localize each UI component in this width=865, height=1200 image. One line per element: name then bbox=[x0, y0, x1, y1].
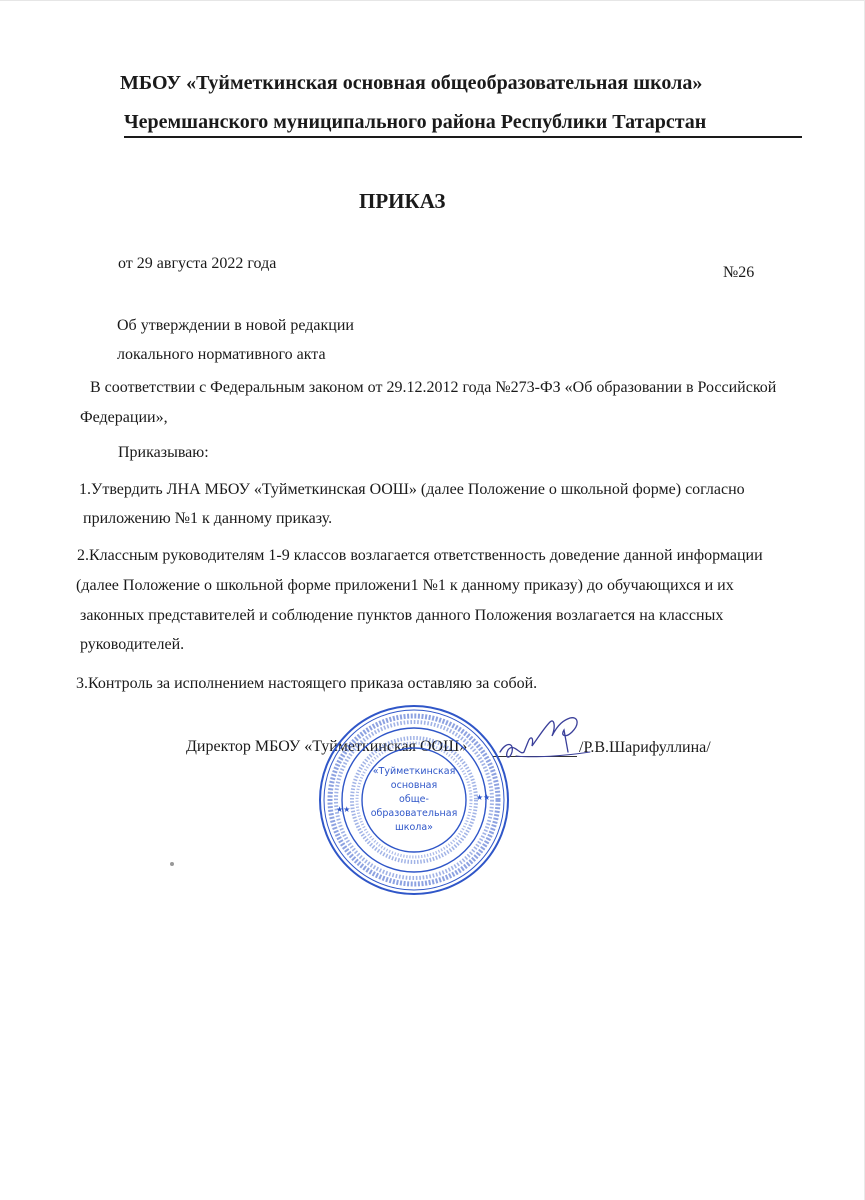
paper-speck bbox=[170, 862, 174, 866]
item-2-line-2: (далее Положение о школьной форме приложени1 №1 к данному приказу) до обучающихся и их bbox=[76, 577, 734, 594]
item-2-line-3: законных представителей и соблюдение пунктов данного Положения возлагается на классных bbox=[80, 607, 724, 624]
stamp-text-2: основная bbox=[390, 780, 438, 791]
item-1-line-2: приложению №1 к данному приказу. bbox=[83, 510, 333, 527]
order-word: Приказываю: bbox=[118, 444, 209, 461]
svg-text:★★: ★★ bbox=[336, 805, 351, 814]
stamp-text-3: обще- bbox=[399, 794, 429, 805]
director-name: /Р.В.Шарифуллина/ bbox=[579, 739, 711, 756]
item-1-line-1: 1.Утвердить ЛНА МБОУ «Туйметкинская ООШ» (далее Положение о школьной форме) согласно bbox=[79, 481, 745, 498]
stamp-text-5: школа» bbox=[395, 822, 433, 833]
item-2-line-1: 2.Классным руководителям 1-9 классов возлагается ответственность доведение данной информации bbox=[77, 547, 763, 564]
svg-text:★★: ★★ bbox=[476, 793, 491, 802]
order-number: №26 bbox=[723, 264, 755, 281]
item-2-line-4: руководителей. bbox=[80, 636, 185, 653]
item-3-line-1: 3.Контроль за исполнением настоящего приказа оставляю за собой. bbox=[76, 675, 538, 692]
subject-line-1: Об утверждении в новой редакции bbox=[117, 317, 354, 334]
preamble-line-2: Федерации», bbox=[80, 409, 168, 426]
subject-line-2: локального нормативного акта bbox=[117, 346, 326, 363]
order-date: от 29 августа 2022 года bbox=[118, 255, 277, 272]
stamp-text-1: «Туйметкинская bbox=[372, 766, 456, 777]
official-stamp bbox=[316, 702, 512, 898]
stamp-text-4: образовательная bbox=[370, 808, 458, 819]
document-title: ПРИКАЗ bbox=[359, 189, 446, 213]
director-position: Директор МБОУ «Туйметкинская ООШ» bbox=[186, 738, 468, 755]
district-heading: Черемшанского муниципального района Республики Татарстан bbox=[124, 111, 802, 138]
preamble-line-1: В соответствии с Федеральным законом от 29.12.2012 года №273-ФЗ «Об образовании в Российской bbox=[90, 379, 777, 396]
school-name-heading: МБОУ «Туйметкинская основная общеобразовательная школа» bbox=[120, 72, 703, 94]
